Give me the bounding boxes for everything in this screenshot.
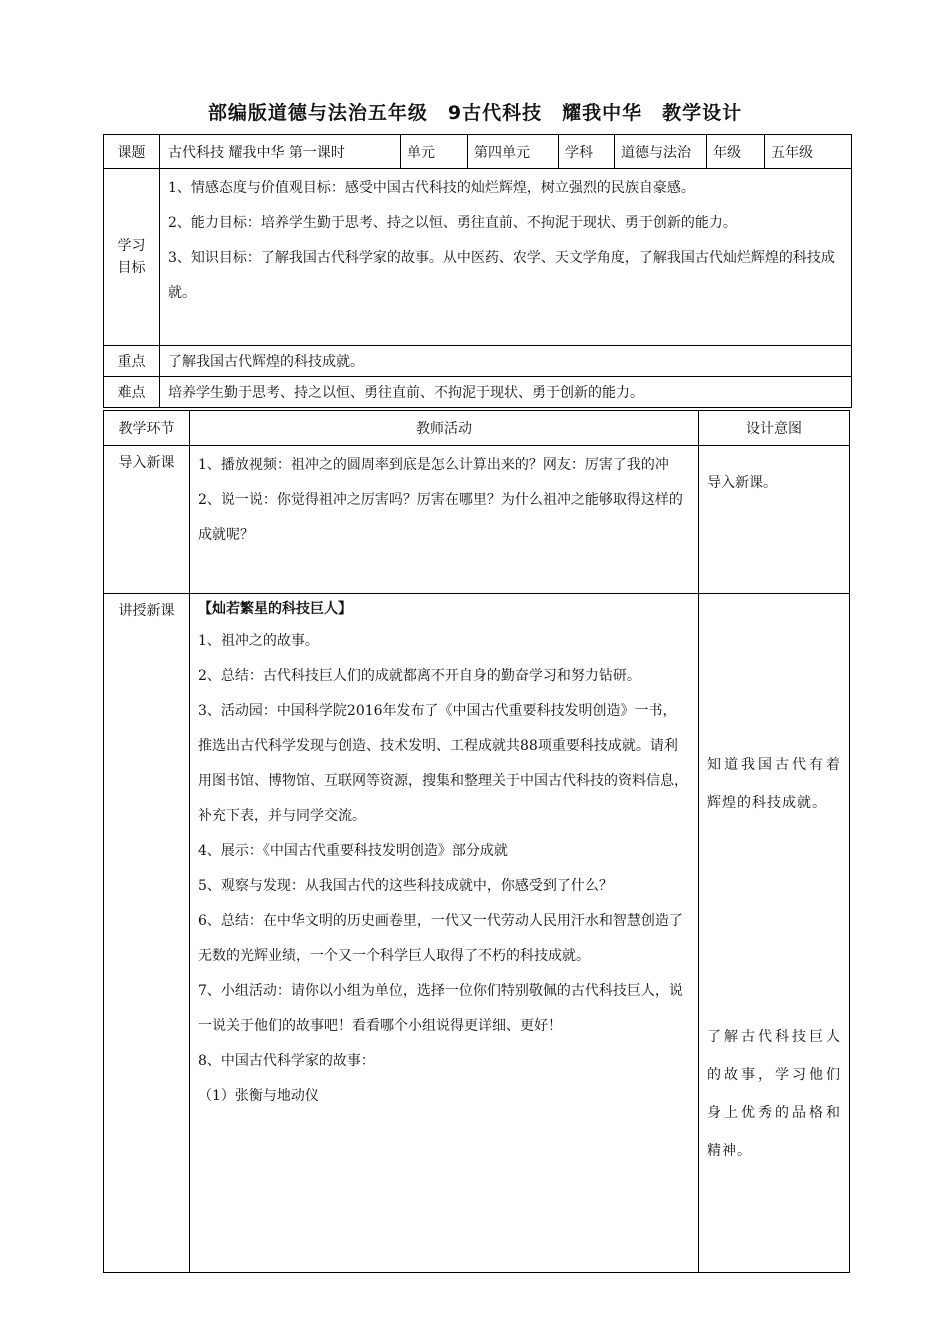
key-point-value: 了解我国古代辉煌的科技成就。 xyxy=(160,346,852,377)
intro-activities xyxy=(190,446,699,594)
intro-row xyxy=(104,446,850,594)
activity-item: 2、说一说：你觉得祖冲之厉害吗？厉害在哪里？为什么祖冲之能够取得这样的成就呢？ xyxy=(198,492,683,543)
activity-item: （1）张衡与地动仪 xyxy=(198,1088,319,1104)
teach-row xyxy=(104,594,850,1273)
objectives-content xyxy=(160,169,852,346)
difficult-point-value: 培养学生勤于思考、持之以恒、勇往直前、不拘泥于现状、勇于创新的能力。 xyxy=(160,377,852,408)
teach-activities xyxy=(190,594,699,1273)
section-title: 【灿若繁星的科技巨人】 xyxy=(198,601,352,617)
subject-value: 道德与法治 xyxy=(615,135,707,169)
unit-value: 第四单元 xyxy=(468,135,559,169)
course-value: 古代科技 耀我中华 第一课时 xyxy=(160,135,401,169)
activity-item: 5、观察与发现：从我国古代的这些科技成就中，你感受到了什么？ xyxy=(198,878,613,894)
info-row xyxy=(104,135,852,169)
header-activity: 教师活动 xyxy=(190,411,699,446)
teach-intent-1: 知道我国古代有着辉煌的科技成就。 xyxy=(707,757,841,811)
objective-item: 2、能力目标：培养学生勤于思考、持之以恒、勇往直前、不拘泥于现状、勇于创新的能力。 xyxy=(168,215,737,231)
objectives-row xyxy=(104,169,852,346)
activity-item: 1、祖冲之的故事。 xyxy=(198,633,319,649)
document-title: 部编版道德与法治五年级 9古代科技 耀我中华 教学设计 xyxy=(207,102,743,124)
activity-item: 7、小组活动：请你以小组为单位，选择一位你们特别敬佩的古代科技巨人，说一说关于他们的故事吧！看看哪个小组说得更详细、更好！ xyxy=(198,983,683,1034)
process-header-row xyxy=(104,411,850,446)
header-stage: 教学环节 xyxy=(104,411,190,446)
teaching-process-table xyxy=(103,410,850,1273)
course-label: 课题 xyxy=(104,135,160,169)
objective-item: 3、知识目标：了解我国古代科学家的故事。从中医药、农学、天文学角度，了解我国古代灿烂辉煌的科技成就。 xyxy=(168,250,835,301)
objectives-label xyxy=(104,169,160,346)
objective-item: 1、情感态度与价值观目标：感受中国古代科技的灿烂辉煌，树立强烈的民族自豪感。 xyxy=(168,180,695,196)
teach-intent-2: 了解古代科技巨人的故事，学习他们身上优秀的品格和精神。 xyxy=(707,1029,841,1159)
teach-intent xyxy=(699,594,850,1273)
activity-item: 1、播放视频：祖冲之的圆周率到底是怎么计算出来的？网友：厉害了我的冲 xyxy=(198,457,669,473)
activity-item: 8、中国古代科学家的故事： xyxy=(198,1053,375,1069)
activity-item: 4、展示：《中国古代重要科技发明创造》部分成就 xyxy=(198,843,508,859)
activity-item: 3、活动园：中国科学院2016年发布了《中国古代重要科技发明创造》一书，推选出古代科学发现与创造、技术发明、工程成就共88项重要科技成就。请利用图书馆、博物馆、互联网等资源，搜集和整理关于中国古代科技的资料信息，补充下表，并与同学交流。 xyxy=(198,703,688,824)
grade-value: 五年级 xyxy=(765,135,852,169)
objectives-label-line2: 目标 xyxy=(117,260,146,276)
header-intent: 设计意图 xyxy=(699,411,850,446)
activity-item: 2、总结：古代科技巨人们的成就都离不开自身的勤奋学习和努力钻研。 xyxy=(198,668,641,684)
key-point-row xyxy=(104,346,852,377)
difficult-point-row xyxy=(104,377,852,408)
key-point-label: 重点 xyxy=(104,346,160,377)
unit-label: 单元 xyxy=(401,135,468,169)
lesson-info-table xyxy=(103,134,852,408)
teach-stage: 讲授新课 xyxy=(104,594,190,1273)
activity-item: 6、总结：在中华文明的历史画卷里，一代又一代劳动人民用汗水和智慧创造了无数的光辉业绩，一个又一个科学巨人取得了不朽的科技成就。 xyxy=(198,913,683,964)
grade-label: 年级 xyxy=(707,135,765,169)
objectives-label-line1: 学习 xyxy=(117,238,146,254)
difficult-point-label: 难点 xyxy=(104,377,160,408)
intro-stage: 导入新课 xyxy=(104,446,190,594)
intro-intent: 导入新课。 xyxy=(699,446,850,594)
subject-label: 学科 xyxy=(559,135,615,169)
